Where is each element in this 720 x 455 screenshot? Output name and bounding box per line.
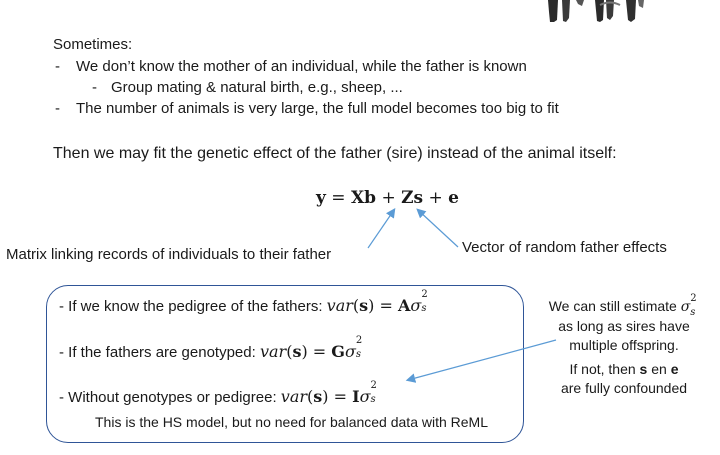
eq-plus: + bbox=[376, 188, 402, 208]
note-line-if-not: If not, then s en e bbox=[569, 361, 679, 377]
option-pedigree-label: - If we know the pedigree of the fathers: bbox=[59, 298, 327, 315]
eq-Z: Z bbox=[401, 188, 414, 208]
bullet-unknown-mother: We don’t know the mother of an individual, while the father is known bbox=[76, 58, 527, 75]
arrow-to-Z bbox=[368, 210, 394, 248]
eq-X: X bbox=[350, 188, 365, 208]
matrix-A: A bbox=[397, 296, 411, 315]
option-no-info: - Without genotypes or pedigree: var(s) = Iσ 2 s bbox=[59, 380, 377, 406]
note-line-sires: as long as sires have bbox=[558, 318, 690, 334]
bullet-too-many-animals: The number of animals is very large, the full model becomes too big to fit bbox=[76, 100, 559, 117]
arrow-to-sigma bbox=[408, 340, 556, 380]
sub-bullet-group-mating: Group mating & natural birth, e.g., sheep, ... bbox=[111, 79, 403, 96]
eq-e: e bbox=[448, 188, 459, 208]
sub-bullet-dash: - bbox=[92, 79, 97, 96]
note-line-estimate: We can still estimate σ 2 s bbox=[548, 293, 697, 318]
bullet-dash: - bbox=[55, 100, 60, 117]
var-fn: var bbox=[326, 296, 353, 315]
bullet-dash: - bbox=[55, 58, 60, 75]
sire-model-intro: Then we may fit the genetic effect of the father (sire) instead of the animal itself: bbox=[53, 145, 617, 162]
s-vector: s bbox=[313, 387, 323, 406]
var-fn: var bbox=[259, 342, 287, 361]
eq-y: y bbox=[316, 188, 326, 208]
sigma-symbol: σ bbox=[410, 296, 422, 315]
sigma-symbol: σ bbox=[680, 299, 691, 315]
eq-b: b bbox=[364, 188, 377, 208]
matrix-I: I bbox=[352, 387, 360, 406]
eq-s: s bbox=[413, 188, 424, 208]
arrow-to-s bbox=[418, 210, 458, 247]
option-genotyped-label: - If the fathers are genotyped: bbox=[59, 344, 260, 361]
annotation-z-matrix: Matrix linking records of individuals to their father bbox=[6, 246, 332, 263]
s-vector: s bbox=[359, 296, 369, 315]
intro-heading: Sometimes: bbox=[53, 36, 133, 53]
var-fn: var bbox=[280, 387, 308, 406]
eq-equals: = bbox=[325, 188, 351, 208]
option-pedigree: - If we know the pedigree of the fathers: var(s) = Aσ 2 s bbox=[59, 289, 428, 315]
note-line-confounded: are fully confounded bbox=[560, 380, 688, 396]
note-line-offspring: multiple offspring. bbox=[569, 337, 679, 353]
s-vector: s bbox=[292, 342, 302, 361]
option-no-info-label: - Without genotypes or pedigree: bbox=[59, 389, 281, 406]
matrix-G: G bbox=[331, 342, 345, 361]
hs-model-note: This is the HS model, but no need for balanced data with ReML bbox=[95, 414, 488, 430]
eq-plus: + bbox=[423, 188, 449, 208]
sigma-symbol: σ bbox=[344, 342, 356, 361]
option-genotyped: - If the fathers are genotyped: var(s) = Gσ 2 s bbox=[59, 335, 363, 361]
annotation-s-vector: Vector of random father effects bbox=[462, 239, 667, 256]
sigma-symbol: σ bbox=[359, 387, 371, 406]
